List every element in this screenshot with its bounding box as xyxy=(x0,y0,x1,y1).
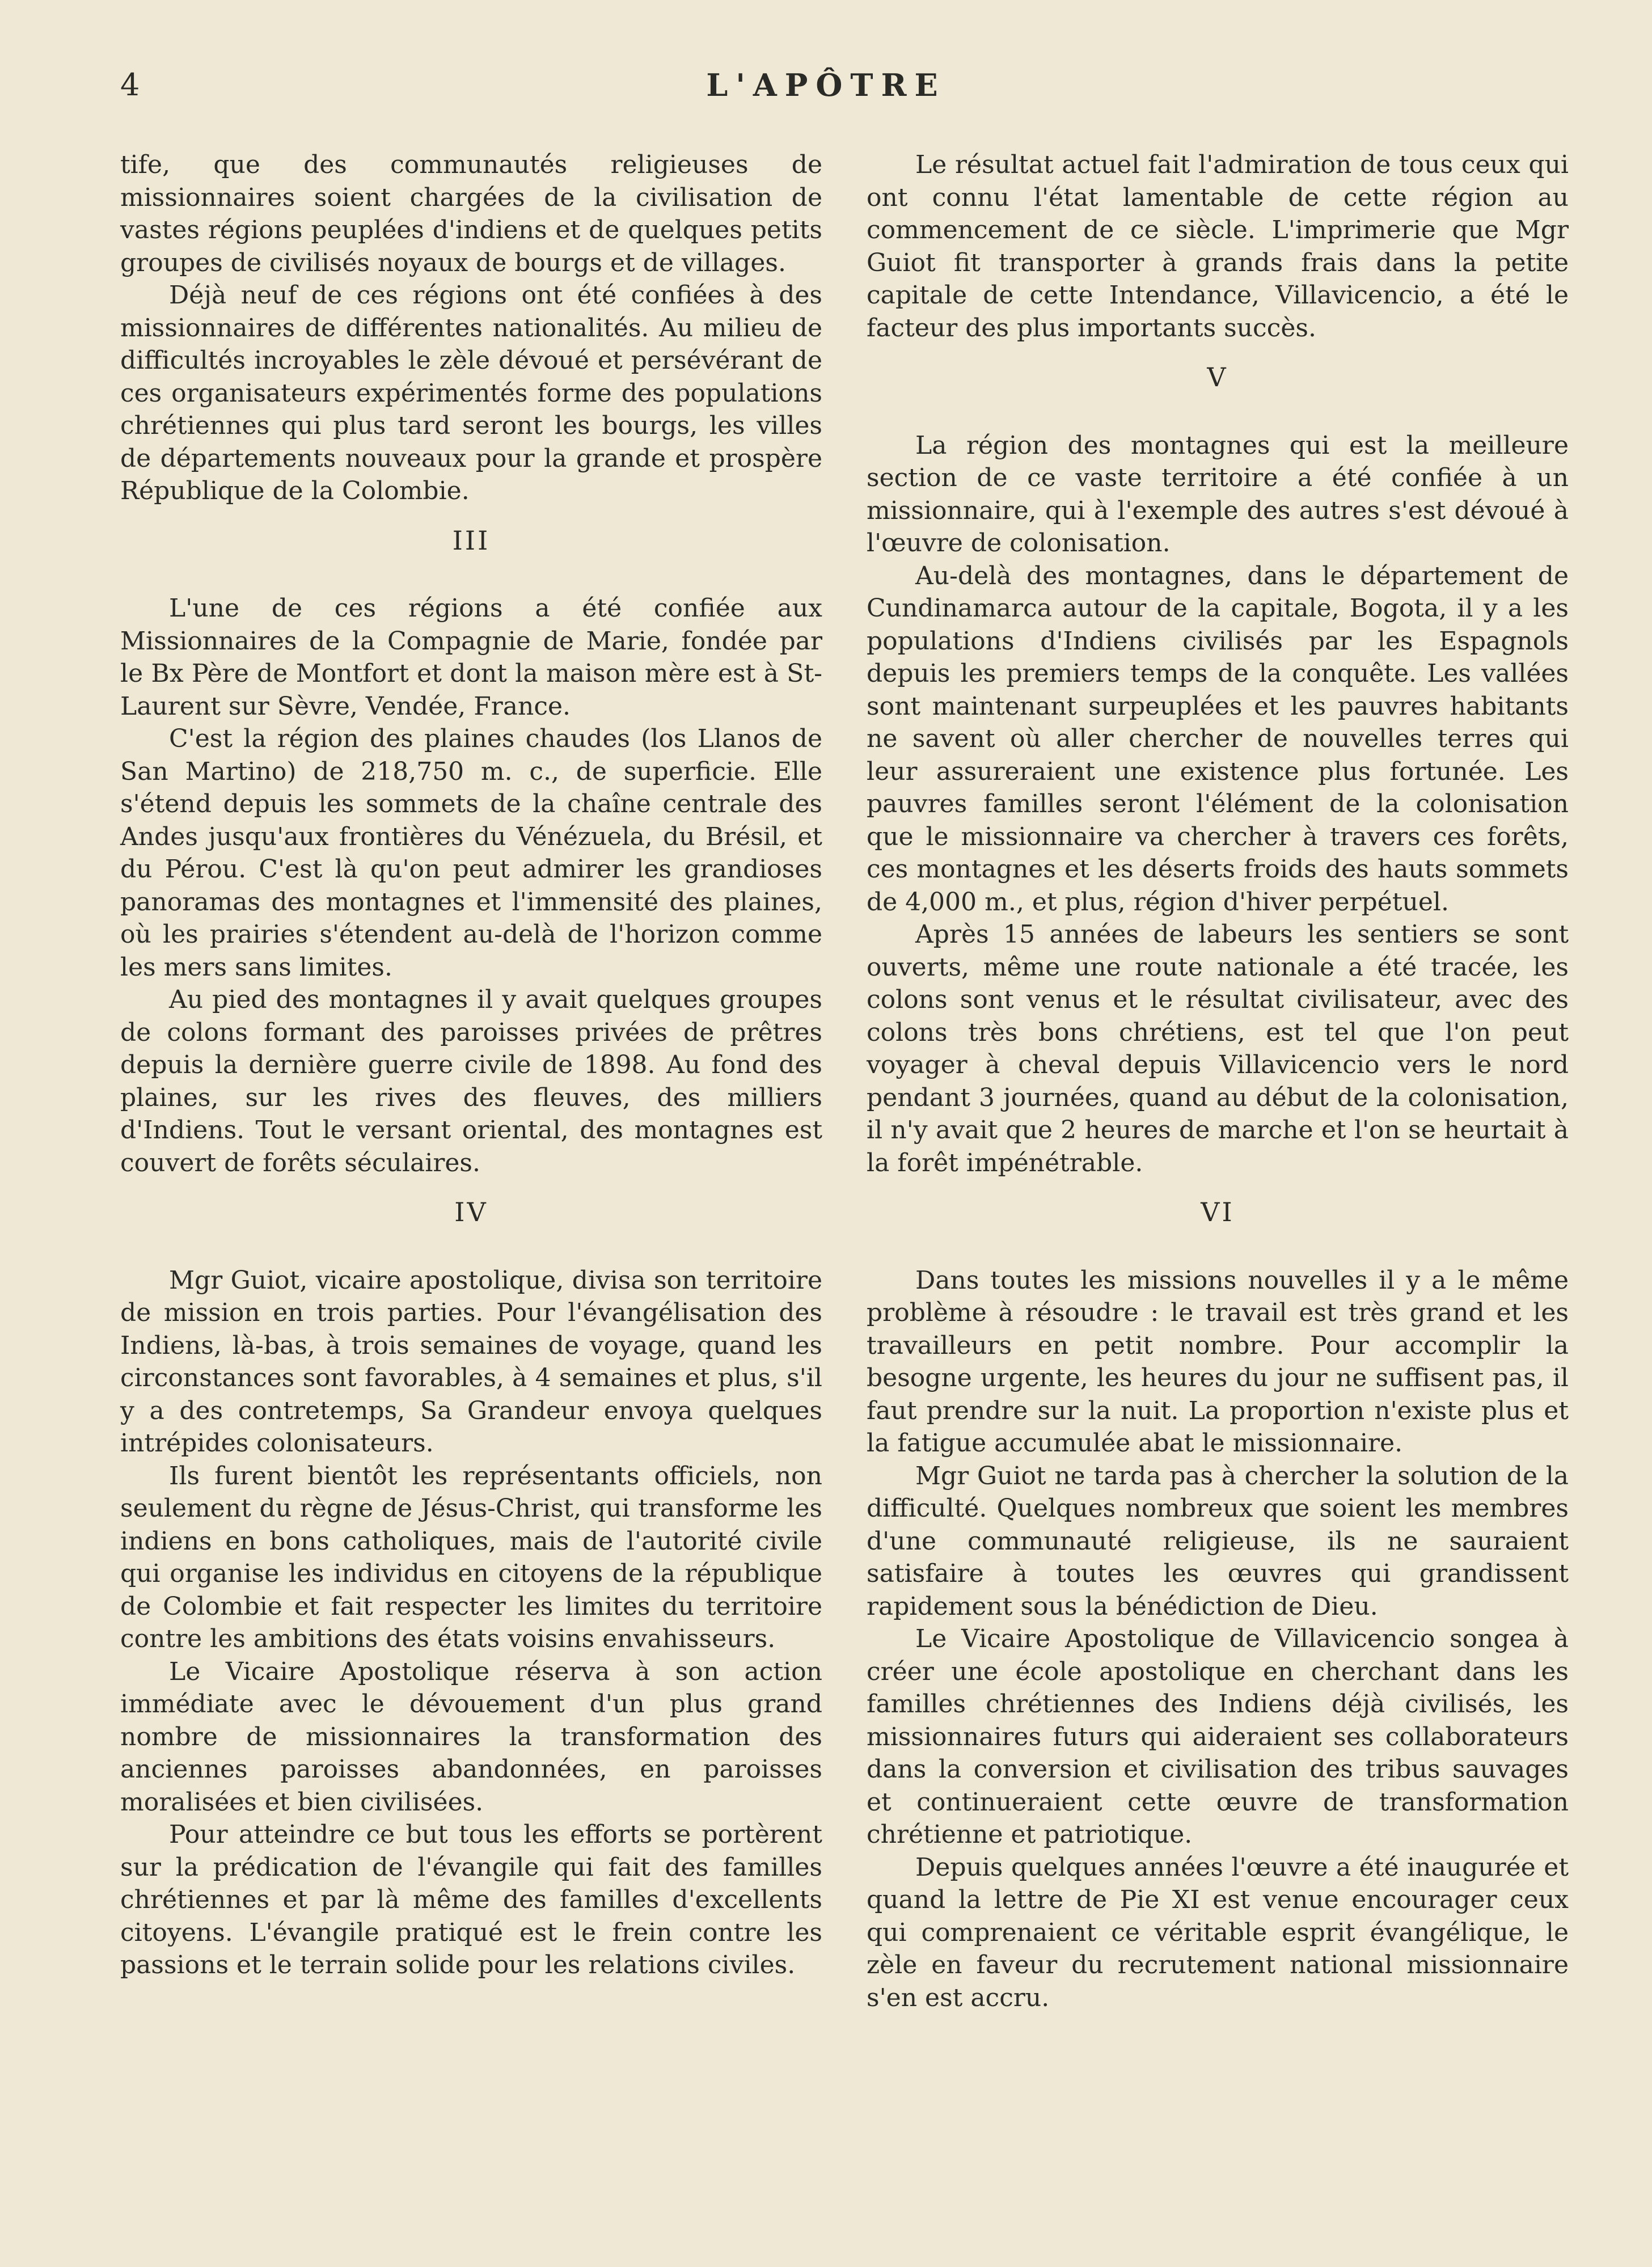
paragraph: Mgr Guiot, vicaire apostolique, divisa son territoire de mission en trois parties. Pour l'évangélisation des Indiens, là-bas, à trois semaines de voyage, quand les circonstances sont favorables, à 4 semaines et plus, s'il y a des contretemps, Sa Grandeur envoya quelques intrépides colonisateurs. xyxy=(120,1265,822,1458)
section-heading-iv: IV xyxy=(454,1197,488,1227)
paragraph: Le Vicaire Apostolique de Villavicencio songea à créer une école apostolique en cherchant dans les familles chrétiennes des Indiens déjà civilisés, les missionnaires futurs qui aideraient ses collaborateurs dans la conversion et civilisation des tribus sauvages et continueraient cette œuvre de transformation chrétienne et patriotique. xyxy=(867,1624,1569,1849)
paragraph: Dans toutes les missions nouvelles il y a le même problème à résoudre : le travail est très grand et les travailleurs en petit nombre. Pour accomplir la besogne urgente, les heures du jour ne suffisent pas, il faut prendre sur la nuit. La proportion n'existe plus et la fatigue accumulée abat le missionnaire. xyxy=(867,1265,1569,1458)
page-number: 4 xyxy=(120,67,141,103)
paragraph: Le Vicaire Apostolique réserva à son action immédiate avec le dévouement d'un plus grand nombre de missionnaires la transformation des anciennes paroisses abandonnées, en paroisses moralisées et bien civilisées. xyxy=(120,1657,822,1817)
paragraph: Pour atteindre ce but tous les efforts se portèrent sur la prédication de l'évangile qui fait des familles chrétiennes et par là même des familles d'excellents citoyens. L'évangile pratiqué est le frein contre les passions et le terrain solide pour les relations civiles. xyxy=(120,1820,822,1979)
section-heading-v: V xyxy=(1207,362,1228,392)
paragraph: Le résultat actuel fait l'admiration de tous ceux qui ont connu l'état lamentable de cette région au commencement de ce siècle. L'imprimerie que Mgr Guiot fit transporter à grands frais dans la petite capitale de cette Intendance, Villavicencio, a été le facteur des plus importants succès. xyxy=(867,150,1569,343)
right-column xyxy=(867,149,1569,2014)
paragraph: Mgr Guiot ne tarda pas à chercher la solution de la difficulté. Quelques nombreux que soient les membres d'une communauté religieuse, ils ne sauraient satisfaire à toutes les œuvres qui grandissent rapidement sous la bénédiction de Dieu. xyxy=(867,1461,1569,1621)
paragraph: C'est la région des plaines chaudes (los Llanos de San Martino) de 218,750 m. c., de superficie. Elle s'étend depuis les sommets de la chaîne centrale des Andes jusqu'aux frontières du Vénézuela, du Brésil, et du Pérou. C'est là qu'on peut admirer les grandioses panoramas des montagnes et l'immensité des plaines, où les prairies s'étendent au-delà de l'horizon comme les mers sans limites. xyxy=(120,724,822,982)
page-header xyxy=(120,67,1532,118)
paragraph: Depuis quelques années l'œuvre a été inaugurée et quand la lettre de Pie XI est venue encourager ceux qui comprenaient ce véritable esprit évangélique, le zèle en faveur du recrutement national missionnaire s'en est accru. xyxy=(867,1852,1569,2012)
paragraph: Déjà neuf de ces régions ont été confiées à des missionnaires de différentes nationalités. Au milieu de difficultés incroyables le zèle dévoué et persévérant de ces organisateurs expérimentés forme des populations chrétiennes qui plus tard seront les bourgs, les villes de départements nouveaux pour la grande et prospère République de la Colombie. xyxy=(120,281,822,505)
paragraph: Au-delà des montagnes, dans le département de Cundinamarca autour de la capitale, Bogota, il y a les populations d'Indiens civilisés par les Espagnols depuis les premiers temps de la conquête. Les vallées sont maintenant surpeuplées et les pauvres habitants ne savent où aller chercher de nouvelles terres qui leur assureraient une existence plus fortunée. Les pauvres familles seront l'élément de la colonisation que le missionnaire va chercher à travers ces forêts, ces montagnes et les déserts froids des hauts sommets de 4,000 m., et plus, région d'hiver perpétuel. xyxy=(867,561,1569,917)
section-heading-iii: III xyxy=(452,525,491,556)
paragraph: La région des montagnes qui est la meilleure section de ce vaste territoire a été confiée à un missionnaire, qui à l'exemple des autres s'est dévoué à l'œuvre de colonisation. xyxy=(867,430,1569,558)
journal-title: L'APÔTRE xyxy=(706,67,946,103)
paragraph: L'une de ces régions a été confiée aux Missionnaires de la Compagnie de Marie, fondée par le Bx Père de Montfort et dont la maison mère est à St-Laurent sur Sèvre, Vendée, France. xyxy=(120,594,822,721)
paragraph: tife, que des communautés religieuses de missionnaires soient chargées de la civilisation de vastes régions peuplées d'indiens et de quelques petits groupes de civilisés noyaux de bourgs et de villages. xyxy=(120,150,822,277)
paragraph: Après 15 années de labeurs les sentiers se sont ouverts, même une route nationale a été tracée, les colons sont venus et le résultat civilisateur, avec des colons très bons chrétiens, est tel que l'on peut voyager à cheval depuis Villavicencio vers le nord pendant 3 journées, quand au début de la colonisation, il n'y avait que 2 heures de marche et l'on se heurtait à la forêt impénétrable. xyxy=(867,920,1569,1177)
section-heading-vi: VI xyxy=(1201,1197,1235,1227)
paragraph: Ils furent bientôt les représentants officiels, non seulement du règne de Jésus-Christ, qui transforme les indiens en bons catholiques, mais de l'autorité civile qui organise les individus en citoyens de la république de Colombie et fait respecter les limites du territoire contre les ambitions des états voisins envahisseurs. xyxy=(120,1461,822,1653)
paragraph: Au pied des montagnes il y avait quelques groupes de colons formant des paroisses privées de prêtres depuis la dernière guerre civile de 1898. Au fond des plaines, sur les rives des fleuves, des milliers d'Indiens. Tout le versant oriental, des montagnes est couvert de forêts séculaires. xyxy=(120,985,822,1177)
left-column xyxy=(120,149,822,1982)
